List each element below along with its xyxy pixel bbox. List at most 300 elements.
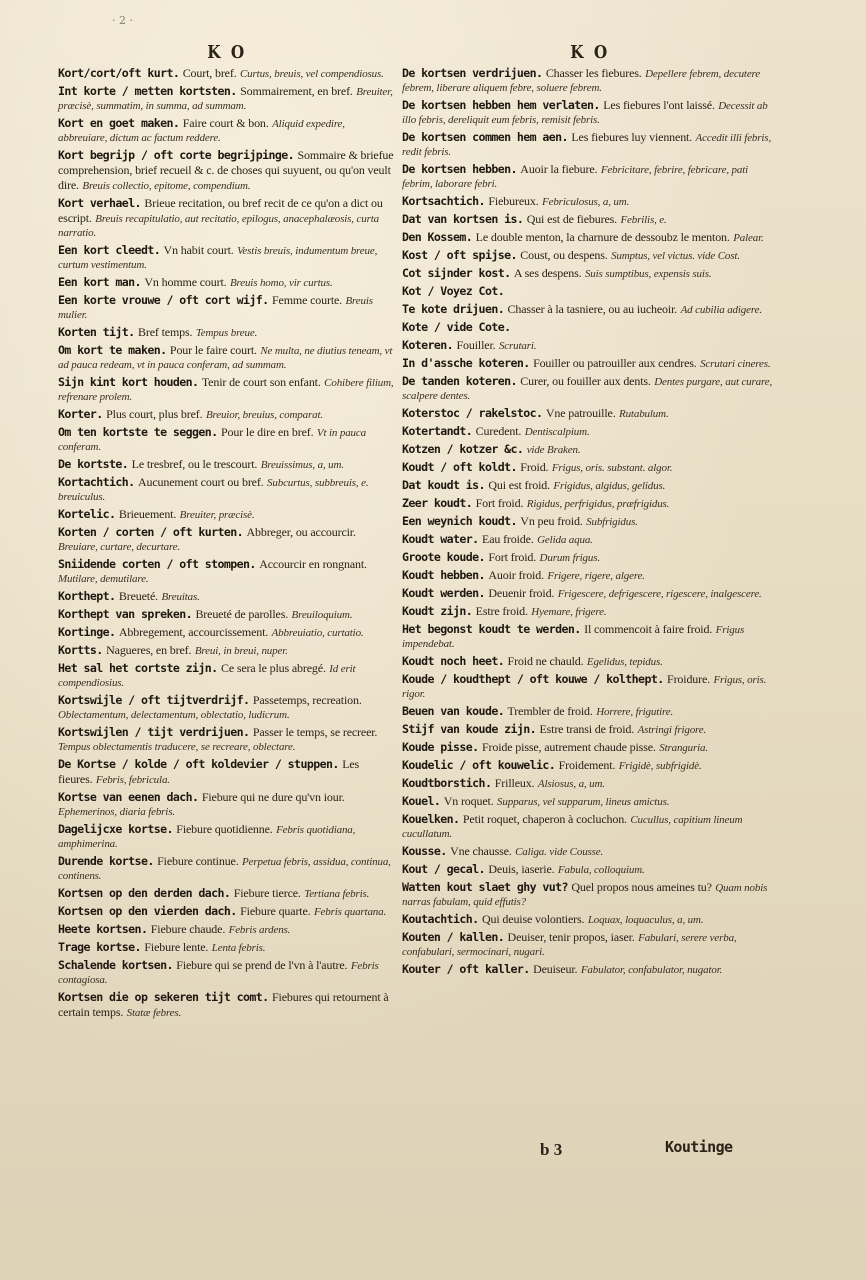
- dutch-headword: Koteren.: [402, 338, 454, 352]
- dutch-headword: In d'assche koteren.: [402, 356, 530, 370]
- french-gloss: Fiebure tierce.: [233, 886, 301, 900]
- dutch-headword: Int korte / metten kortsten.: [58, 84, 237, 98]
- french-gloss: Froid.: [520, 460, 549, 474]
- dictionary-entry: [58, 507, 396, 522]
- dutch-headword: Een kort man.: [58, 275, 141, 289]
- latin-gloss: Stranguria.: [659, 742, 708, 754]
- latin-gloss: Frigidè, subfrigidè.: [618, 760, 702, 772]
- dutch-headword: Sijn kint kort houden.: [58, 375, 199, 389]
- dutch-headword: Beuen van koude.: [402, 704, 505, 718]
- dictionary-entry: [402, 284, 778, 299]
- latin-gloss: Fabulari, serere verba, confabulari, sermocinari, nugari.: [402, 932, 737, 958]
- dutch-headword: Trage kortse.: [58, 940, 141, 954]
- latin-gloss: Rutabulum.: [619, 408, 669, 420]
- latin-gloss: Hyemare, frigere.: [531, 606, 607, 618]
- dictionary-entry: [58, 557, 396, 586]
- french-gloss: Estre transi de froid.: [539, 722, 635, 736]
- dictionary-entry: [402, 654, 778, 669]
- dutch-headword: Kousse.: [402, 844, 447, 858]
- column-header: K O: [207, 42, 247, 63]
- latin-gloss: Ephemerinos, diaria febris.: [58, 806, 175, 818]
- latin-gloss: Breuissimus, a, um.: [260, 459, 344, 471]
- dictionary-entry: [58, 475, 396, 504]
- page-mark: · 2 ·: [112, 14, 133, 27]
- latin-gloss: Febris quotidiana, amphimerina.: [58, 824, 356, 850]
- latin-gloss: Palear.: [733, 232, 764, 244]
- dictionary-entry: [402, 912, 778, 927]
- dictionary-entry: [402, 212, 778, 227]
- dutch-headword: Kortachtich.: [58, 475, 135, 489]
- dictionary-entry: [58, 854, 396, 883]
- french-gloss: Vne chausse.: [450, 844, 512, 858]
- dictionary-entry: [58, 661, 396, 690]
- dictionary-entry: [402, 194, 778, 209]
- dictionary-entry: [402, 862, 778, 877]
- dictionary-entry: [58, 940, 396, 955]
- dutch-headword: Kouten / kallen.: [402, 930, 505, 944]
- dictionary-entry: [402, 478, 778, 493]
- dictionary-entry: [402, 604, 778, 619]
- latin-gloss: Curtus, breuis, vel compendiosus.: [240, 68, 384, 80]
- latin-gloss: Dentiscalpium.: [524, 426, 590, 438]
- french-gloss: Pour le faire court.: [169, 343, 257, 357]
- dutch-headword: Dat van kortsen is.: [402, 212, 524, 226]
- latin-gloss: Febris, febricula.: [95, 774, 170, 786]
- french-gloss: Fiebure lente.: [144, 940, 209, 954]
- french-gloss: Deuiser, tenir propos, iaser.: [507, 930, 635, 944]
- latin-gloss: Tempus breue.: [195, 327, 258, 339]
- latin-gloss: Febris contagiosa.: [58, 960, 379, 986]
- french-gloss: Vn homme court.: [144, 275, 227, 289]
- left-entries: [58, 66, 396, 1023]
- latin-gloss: Dentes purgare, aut curare, scalpere dentes.: [402, 376, 773, 402]
- dictionary-entry: [402, 266, 778, 281]
- dictionary-entry: [58, 375, 396, 404]
- french-gloss: Trembler de froid.: [507, 704, 593, 718]
- latin-gloss: Lenta febris.: [211, 942, 266, 954]
- dutch-headword: Het sal het cortste zijn.: [58, 661, 218, 675]
- french-gloss: Brieuement.: [118, 507, 177, 521]
- dutch-headword: Stijf van koude zijn.: [402, 722, 536, 736]
- latin-gloss: Frigescere, defrigescere, rigescere, inalgescere.: [557, 588, 762, 600]
- latin-gloss: Egelidus, tepidus.: [586, 656, 663, 668]
- latin-gloss: Statæ febres.: [126, 1007, 182, 1019]
- dutch-headword: Zeer koudt.: [402, 496, 473, 510]
- dutch-headword: Kort begrijp / oft corte begrijpinge.: [58, 148, 295, 162]
- latin-gloss: Alsiosus, a, um.: [537, 778, 605, 790]
- french-gloss: Faire court & bon.: [182, 116, 269, 130]
- dictionary-entry: [58, 84, 396, 113]
- dutch-headword: Koude / koudthept / oft kouwe / kolthept.: [402, 672, 664, 686]
- dutch-headword: Het begonst koudt te werden.: [402, 622, 581, 636]
- latin-gloss: Sumptus, vel victus. vide Cost.: [611, 250, 740, 262]
- french-gloss: Curer, ou fouiller aux dents.: [520, 374, 651, 388]
- french-gloss: Froidement.: [558, 758, 616, 772]
- dictionary-entry: [58, 822, 396, 851]
- column-header: K O: [570, 42, 610, 63]
- french-gloss: Tenir de court son enfant.: [201, 375, 321, 389]
- latin-gloss: Breuis mulier.: [58, 295, 373, 321]
- dictionary-entry: [402, 356, 778, 371]
- dutch-headword: De kortsen hebben hem verlaten.: [402, 98, 600, 112]
- dictionary-entry: [58, 725, 396, 754]
- dutch-headword: Kotzen / kotzer &c.: [402, 442, 524, 456]
- latin-gloss: Tempus oblectamentis traducere, se recreare, oblectare.: [58, 741, 296, 753]
- dutch-headword: Koutachtich.: [402, 912, 479, 926]
- french-gloss: Breueté de parolles.: [195, 607, 289, 621]
- latin-gloss: Suis sumptibus, expensis suis.: [584, 268, 712, 280]
- latin-gloss: Frigere, rigere, algere.: [547, 570, 645, 582]
- french-gloss: Nagueres, en bref.: [106, 643, 192, 657]
- latin-gloss: Depellere febrem, decutere febrem, liberare aliquem febre, soluere febrem.: [402, 68, 761, 94]
- dutch-headword: Koudt / oft koldt.: [402, 460, 517, 474]
- dutch-headword: Kortsen die op sekeren tijt comt.: [58, 990, 269, 1004]
- dutch-headword: Koudt zijn.: [402, 604, 473, 618]
- dictionary-entry: [58, 457, 396, 472]
- french-gloss: Coust, ou despens.: [520, 248, 608, 262]
- dictionary-entry: [58, 66, 396, 81]
- latin-gloss: Ad cubilia adigere.: [680, 304, 762, 316]
- dutch-headword: Kortsachtich.: [402, 194, 485, 208]
- french-gloss: Fouiller.: [456, 338, 496, 352]
- dictionary-entry: [402, 496, 778, 511]
- dictionary-entry: [402, 672, 778, 701]
- latin-gloss: Perpetua febris, assidua, continua, continens.: [58, 856, 391, 882]
- latin-gloss: Breui, in breui, nuper.: [194, 645, 288, 657]
- latin-gloss: Mutilare, demutilare.: [58, 573, 149, 585]
- dictionary-entry: [402, 248, 778, 263]
- latin-gloss: Breuiter, præcisè, summatim, in summa, ad summam.: [58, 86, 393, 112]
- french-gloss: Les fieures.: [58, 757, 360, 786]
- french-gloss: Fouiller ou patrouiller aux cendres.: [533, 356, 697, 370]
- latin-gloss: Breuis collectio, epitome, compendium.: [82, 180, 251, 192]
- french-gloss: Froidure.: [667, 672, 711, 686]
- french-gloss: Quel propos nous ameines tu?: [571, 880, 712, 894]
- dictionary-entry: [402, 758, 778, 773]
- latin-gloss: Fabula, colloquium.: [557, 864, 645, 876]
- french-gloss: Fiebure chaude.: [150, 922, 226, 936]
- dutch-headword: Cot sijnder kost.: [402, 266, 511, 280]
- french-gloss: Fiebure qui ne dure qu'vn iour.: [201, 790, 345, 804]
- latin-gloss: Febrilis, e.: [620, 214, 667, 226]
- dutch-headword: Kortelic.: [58, 507, 116, 521]
- dutch-headword: Kote / vide Cote.: [402, 320, 511, 334]
- dictionary-entry: [402, 460, 778, 475]
- dutch-headword: Groote koude.: [402, 550, 485, 564]
- latin-gloss: Vt in pauca conferam.: [58, 427, 366, 453]
- dictionary-entry: [402, 424, 778, 439]
- french-gloss: Estre froid.: [475, 604, 528, 618]
- french-gloss: Passer le temps, se recreer.: [252, 725, 378, 739]
- dictionary-entry: [402, 130, 778, 159]
- dictionary-entry: [402, 722, 778, 737]
- french-gloss: Chasser à la tasniere, ou au iucheoir.: [507, 302, 678, 316]
- dutch-headword: Koudt werden.: [402, 586, 485, 600]
- dutch-headword: Dagelijcxe kortse.: [58, 822, 173, 836]
- french-gloss: Passetemps, recreation.: [252, 693, 362, 707]
- dictionary-entry: [402, 338, 778, 353]
- dictionary-entry: [402, 230, 778, 245]
- dutch-headword: Kortswijlen / tijt verdrijuen.: [58, 725, 250, 739]
- dictionary-entry: [402, 880, 778, 909]
- french-gloss: Accourcir en rongnant.: [259, 557, 367, 571]
- dutch-headword: Om kort te maken.: [58, 343, 167, 357]
- dictionary-entry: [58, 958, 396, 987]
- french-gloss: Il commencoit à faire froid.: [584, 622, 713, 636]
- dictionary-entry: [58, 196, 396, 240]
- dutch-headword: Korthept van spreken.: [58, 607, 192, 621]
- dutch-headword: De kortsen verdrijuen.: [402, 66, 543, 80]
- latin-gloss: Febris ardens.: [228, 924, 291, 936]
- latin-gloss: Subfrigidus.: [586, 516, 638, 528]
- latin-gloss: Id erit compendiosius.: [58, 663, 356, 689]
- dutch-headword: Kouter / oft kaller.: [402, 962, 530, 976]
- dutch-headword: Kort en goet maken.: [58, 116, 180, 130]
- latin-gloss: Gelida aqua.: [537, 534, 593, 546]
- latin-gloss: Frigus impendebat.: [402, 624, 745, 650]
- french-gloss: Qui est froid.: [488, 478, 550, 492]
- latin-gloss: Febricitare, febrire, febricare, pati febrim, laborare febri.: [402, 164, 749, 190]
- dictionary-entry: [58, 990, 396, 1020]
- latin-gloss: Oblectamentum, delectamentum, oblectatio, ludicrum.: [58, 709, 290, 721]
- dutch-headword: Sniidende corten / oft stompen.: [58, 557, 256, 571]
- latin-gloss: Durum frigus.: [539, 552, 600, 564]
- french-gloss: Vne patrouille.: [545, 406, 616, 420]
- french-gloss: Eau froide.: [482, 532, 534, 546]
- dutch-headword: Koudt noch heet.: [402, 654, 505, 668]
- latin-gloss: Breuitas.: [161, 591, 200, 603]
- dutch-headword: Koudtborstich.: [402, 776, 492, 790]
- dutch-headword: Den Kossem.: [402, 230, 473, 244]
- french-gloss: Vn roquet.: [443, 794, 494, 808]
- french-gloss: Qui deuise volontiers.: [482, 912, 585, 926]
- french-gloss: Vn peu froid.: [520, 514, 583, 528]
- dictionary-entry: [58, 243, 396, 272]
- french-gloss: Breueté.: [118, 589, 158, 603]
- dutch-headword: Koudt hebben.: [402, 568, 485, 582]
- dictionary-entry: [58, 525, 396, 554]
- dictionary-entry: [58, 625, 396, 640]
- dutch-headword: Schalende kortsen.: [58, 958, 173, 972]
- dictionary-entry: [58, 757, 396, 787]
- latin-gloss: Caliga. vide Cousse.: [515, 846, 604, 858]
- french-gloss: Court, bref.: [182, 66, 237, 80]
- dictionary-entry: [402, 302, 778, 317]
- latin-gloss: Tertiana febris.: [304, 888, 370, 900]
- dutch-headword: Kot / Voyez Cot.: [402, 284, 505, 298]
- french-gloss: Deuenir froid.: [488, 586, 555, 600]
- latin-gloss: Cohibere filium, refrenare prolem.: [58, 377, 394, 403]
- dutch-headword: Kortse van eenen dach.: [58, 790, 199, 804]
- french-gloss: Abbregement, accourcissement.: [118, 625, 269, 639]
- latin-gloss: Scrutari cineres.: [700, 358, 771, 370]
- dutch-headword: Korten tijt.: [58, 325, 135, 339]
- latin-gloss: Breuis homo, vir curtus.: [229, 277, 333, 289]
- latin-gloss: Breuiare, curtare, decurtare.: [58, 541, 181, 553]
- french-gloss: Vn habit court.: [163, 243, 234, 257]
- french-gloss: Aucunement court ou bref.: [138, 475, 264, 489]
- latin-gloss: Breuiter, præcisè.: [179, 509, 255, 521]
- french-gloss: Auoir la fiebure.: [520, 162, 598, 176]
- right-entries: [402, 66, 778, 980]
- latin-gloss: Horrere, frigutire.: [596, 706, 674, 718]
- dictionary-entry: [402, 776, 778, 791]
- latin-gloss: Breuis recapitulatio, aut recitatio, epilogus, anacephalæosis, curta narratio.: [58, 213, 379, 239]
- latin-gloss: Decessit ab illo febris, dereliquit eum febris, remisit febris.: [402, 100, 768, 126]
- latin-gloss: Scrutari.: [498, 340, 537, 352]
- latin-gloss: Frigidus, algidus, gelidus.: [553, 480, 666, 492]
- french-gloss: Pour le dire en bref.: [220, 425, 314, 439]
- latin-gloss: Breuiloquium.: [291, 609, 353, 621]
- dutch-headword: Korter.: [58, 407, 103, 421]
- dutch-headword: Om ten kortste te seggen.: [58, 425, 218, 439]
- dutch-headword: Kort verhael.: [58, 196, 141, 210]
- latin-gloss: Cucullus, capitium lineum cucullatum.: [402, 814, 743, 840]
- french-gloss: Fiebure continue.: [157, 854, 239, 868]
- dictionary-entry: [58, 343, 396, 372]
- dutch-headword: Durende kortse.: [58, 854, 154, 868]
- french-gloss: Fiebure quarte.: [240, 904, 311, 918]
- dictionary-entry: [58, 293, 396, 322]
- dutch-headword: De Kortse / kolde / oft koldevier / stuppen.: [58, 757, 339, 771]
- dutch-headword: Kotertandt.: [402, 424, 473, 438]
- dictionary-entry: [402, 514, 778, 529]
- dictionary-entry: [402, 66, 778, 95]
- dictionary-entry: [58, 148, 396, 193]
- dictionary-entry: [402, 442, 778, 457]
- french-gloss: Femme courte.: [272, 293, 343, 307]
- dictionary-entry: [58, 407, 396, 422]
- signature-mark: b 3: [540, 1140, 563, 1159]
- dictionary-entry: [402, 812, 778, 841]
- dictionary-entry: [402, 98, 778, 127]
- dictionary-entry: [58, 425, 396, 454]
- dictionary-entry: [402, 794, 778, 809]
- french-gloss: A ses despens.: [513, 266, 582, 280]
- french-gloss: Brieue recitation, ou bref recit de ce qu'on a dict ou escript.: [58, 196, 383, 225]
- dictionary-entry: [402, 320, 778, 335]
- dutch-headword: Korthept.: [58, 589, 116, 603]
- dutch-headword: Koude pisse.: [402, 740, 479, 754]
- latin-gloss: Vestis breuis, indumentum breue, curtum vestimentum.: [58, 245, 378, 271]
- french-gloss: Bref temps.: [138, 325, 193, 339]
- dictionary-entry: [58, 589, 396, 604]
- french-gloss: Le double menton, la charnure de dessoubz le menton.: [475, 230, 730, 244]
- dictionary-entry: [402, 844, 778, 859]
- dutch-headword: Een korte vrouwe / oft cort wijf.: [58, 293, 269, 307]
- dictionary-entry: [402, 586, 778, 601]
- dutch-headword: Kortsen op den derden dach.: [58, 886, 231, 900]
- french-gloss: Petit roquet, chaperon à cocluchon.: [462, 812, 627, 826]
- dictionary-entry: [402, 962, 778, 977]
- dutch-headword: Kortts.: [58, 643, 103, 657]
- dictionary-entry: [402, 550, 778, 565]
- dutch-headword: Te kote drijuen.: [402, 302, 505, 316]
- french-gloss: Fiebures qui retournent à certain temps.: [58, 990, 389, 1019]
- dutch-headword: Kout / gecal.: [402, 862, 485, 876]
- french-gloss: Fiebure quotidienne.: [176, 822, 273, 836]
- dutch-headword: De kortsen commen hem aen.: [402, 130, 568, 144]
- dictionary-entry: [402, 740, 778, 755]
- dutch-headword: Koudelic / oft kouwelic.: [402, 758, 556, 772]
- french-gloss: Ce sera le plus abregé.: [220, 661, 326, 675]
- dictionary-entry: [58, 643, 396, 658]
- dutch-headword: Kouel.: [402, 794, 441, 808]
- dutch-headword: Kort/cort/oft kurt.: [58, 66, 180, 80]
- dutch-headword: Korten / corten / oft kurten.: [58, 525, 244, 539]
- dutch-headword: Kortinge.: [58, 625, 116, 639]
- french-gloss: Abbreger, ou accourcir.: [246, 525, 356, 539]
- dutch-headword: Kortswijle / oft tijtverdrijf.: [58, 693, 250, 707]
- latin-gloss: Frigus, oris. substant. algor.: [551, 462, 673, 474]
- dutch-headword: Koudt water.: [402, 532, 479, 546]
- dictionary-entry: [402, 374, 778, 403]
- dictionary-entry: [58, 886, 396, 901]
- latin-gloss: Subcurtus, subbreuis, e. breuiculus.: [58, 477, 369, 503]
- dictionary-entry: [402, 406, 778, 421]
- french-gloss: Sommairement, en bref.: [240, 84, 353, 98]
- dictionary-entry: [58, 904, 396, 919]
- latin-gloss: Febris quartana.: [313, 906, 387, 918]
- dutch-headword: Dat koudt is.: [402, 478, 485, 492]
- latin-gloss: Fabulator, confabulator, nugator.: [580, 964, 723, 976]
- dictionary-entry: [402, 568, 778, 583]
- french-gloss: Froide pisse, autrement chaude pisse.: [482, 740, 656, 754]
- dictionary-entry: [58, 116, 396, 145]
- dutch-headword: De kortste.: [58, 457, 129, 471]
- latin-gloss: Loquax, loquaculus, a, um.: [587, 914, 704, 926]
- latin-gloss: Accedit illi febris, redit febris.: [402, 132, 772, 158]
- french-gloss: Fiebureux.: [488, 194, 539, 208]
- latin-gloss: Abbreuiatio, curtatio.: [271, 627, 364, 639]
- latin-gloss: Aliquid expedire, abbreuiare, dictum ac factum reddere.: [58, 118, 345, 144]
- french-gloss: Sommaire & briefue comprehension, brief recueil & c. de choses qui suyuent, ou qu'on veult dire.: [58, 148, 394, 192]
- latin-gloss: Astringi frigore.: [637, 724, 707, 736]
- dutch-headword: Een kort cleedt.: [58, 243, 161, 257]
- latin-gloss: Ne multa, ne diutius teneam, vt ad pauca redeam, vt in pauca conferam, ad summam.: [58, 345, 393, 371]
- french-gloss: Froid ne chauld.: [507, 654, 584, 668]
- french-gloss: Le tresbref, ou le trescourt.: [131, 457, 258, 471]
- dictionary-entry: [58, 693, 396, 722]
- dictionary-entry: [58, 325, 396, 340]
- dictionary-entry: [58, 790, 396, 819]
- french-gloss: Deuiseur.: [533, 962, 578, 976]
- french-gloss: Les fiebures l'ont laissé.: [603, 98, 715, 112]
- dictionary-entry: [58, 922, 396, 937]
- dictionary-entry: [58, 607, 396, 622]
- french-gloss: Chasser les fiebures.: [545, 66, 642, 80]
- dictionary-entry: [402, 162, 778, 191]
- french-gloss: Fort froid.: [475, 496, 524, 510]
- french-gloss: Auoir froid.: [488, 568, 544, 582]
- dutch-headword: Watten kout slaet ghy vut?: [402, 880, 568, 894]
- latin-gloss: Quam nobis narras fabulam, quid effutis?: [402, 882, 768, 908]
- french-gloss: Fort froid.: [488, 550, 537, 564]
- latin-gloss: Rigidus, perfrigidus, præfrigidus.: [526, 498, 670, 510]
- french-gloss: Qui est de fiebures.: [526, 212, 617, 226]
- dutch-headword: Koterstoc / rakelstoc.: [402, 406, 543, 420]
- french-gloss: Frilleux.: [494, 776, 535, 790]
- french-gloss: Les fiebures luy viennent.: [571, 130, 693, 144]
- catchword: Koutinge: [665, 1138, 733, 1156]
- dutch-headword: Kouelken.: [402, 812, 460, 826]
- dictionary-entry: [402, 622, 778, 651]
- dutch-headword: Kost / oft spijse.: [402, 248, 517, 262]
- latin-gloss: vide Braken.: [526, 444, 581, 456]
- french-gloss: Fiebure qui se prend de l'vn à l'autre.: [176, 958, 348, 972]
- french-gloss: Deuis, iaserie.: [488, 862, 555, 876]
- latin-gloss: Febriculosus, a, um.: [542, 196, 630, 208]
